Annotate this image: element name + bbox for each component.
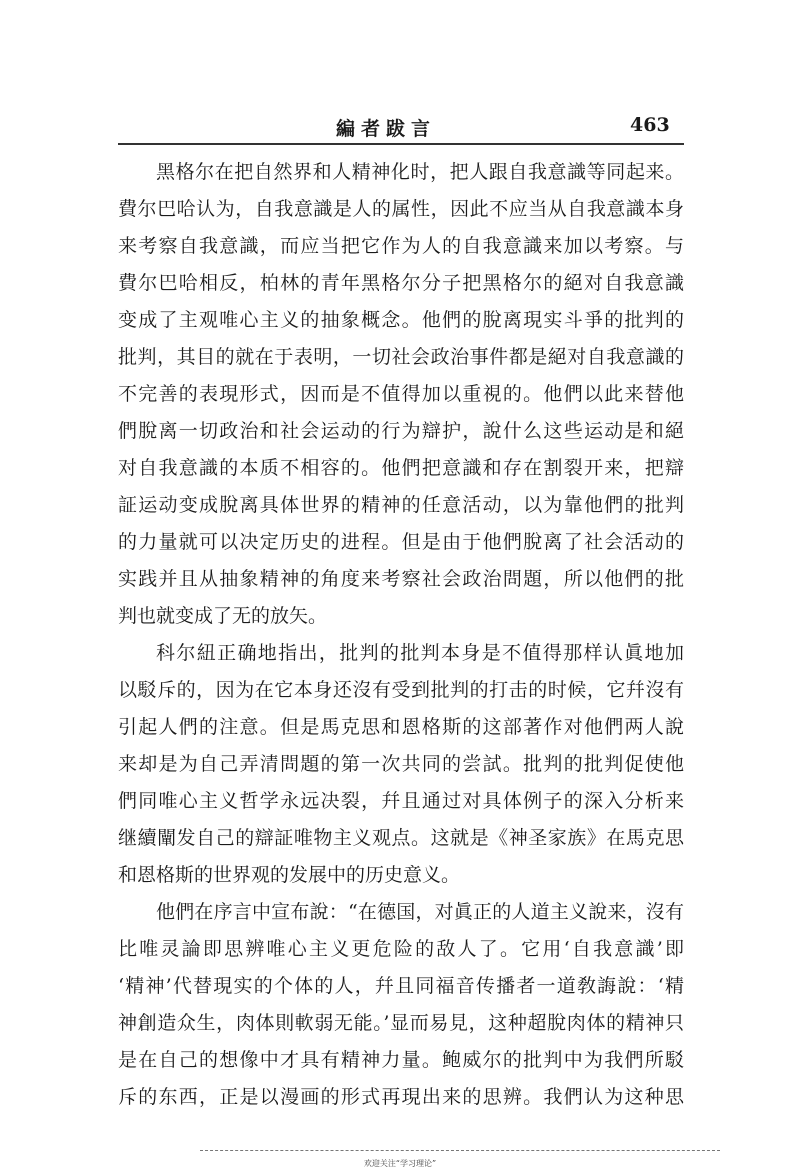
text-line: 实践并且从抽象精神的角度来考察社会政治問題，所以他們的批: [118, 568, 684, 590]
text-line: 神創造众生，肉体則軟弱无能。’显而易見，这种超脫肉体的精神只: [118, 1012, 684, 1034]
text-line: 和恩格斯的世界观的发展中的历史意义。: [118, 864, 461, 886]
running-title: 編者跋言: [336, 118, 437, 140]
text-line: 引起人們的注意。但是馬克思和恩格斯的这部著作对他們两人說: [118, 716, 684, 738]
text-line: 科尔紐正确地指出，批判的批判本身是不值得那样认眞地加: [156, 642, 684, 664]
text-line: 不完善的表現形式，因而是不值得加以重視的。他們以此来替他: [118, 383, 684, 405]
text-line: 来考察自我意識，而应当把它作为人的自我意識来加以考察。与: [118, 235, 684, 257]
text-line: 費尔巴哈相反，柏林的青年黑格尔分子把黑格尔的絕对自我意識: [118, 272, 684, 294]
text-line: 继續闡发自己的辯証唯物主义观点。这就是《神圣家族》在馬克思: [118, 827, 684, 849]
text-line: 他們在序言中宣布說：“在德国，对眞正的人道主义說来，沒有: [156, 901, 684, 923]
text-line: 們脫离一切政治和社会运动的行为辯护，說什么这些运动是和絕: [118, 420, 684, 442]
text-line: 变成了主观唯心主义的抽象概念。他們的脫离現实斗爭的批判的: [118, 309, 684, 331]
text-line: 比唯灵論即思辨唯心主义更危险的敌人了。它用‘自我意識’即: [118, 938, 684, 960]
text-line: 証运动变成脫离具体世界的精神的任意活动，以为靠他們的批判: [118, 494, 684, 516]
text-line: 来却是为自己弄清問題的第一次共同的尝試。批判的批判促使他: [118, 753, 684, 775]
text-line: 判也就变成了无的放矢。: [118, 605, 328, 627]
text-line: 們同唯心主义哲学永远决裂，幷且通过对具体例子的深入分析来: [118, 790, 684, 812]
text-line: 的力量就可以决定历史的进程。但是由于他們脫离了社会活动的: [118, 531, 684, 553]
page-number: 463: [630, 114, 670, 136]
body-text: [118, 154, 684, 1116]
text-line: 批判，其目的就在于表明，一切社会政治事件都是絕对自我意識的: [118, 346, 684, 368]
header-rule: [118, 143, 684, 145]
text-line: 黑格尔在把自然界和人精神化时，把人跟自我意識等同起来。: [156, 161, 684, 183]
text-line: ‘精神’代替現实的个体的人，幷且同福音传播者一道敎誨說：‘精: [118, 975, 684, 997]
text-line: 以駁斥的，因为在它本身还沒有受到批判的打击的时候，它幷沒有: [118, 679, 684, 701]
text-line: 費尔巴哈认为，自我意識是人的属性，因此不应当从自我意識本身: [118, 198, 684, 220]
text-line: 斥的东西，正是以漫画的形式再現出来的思辨。我們认为这种思: [118, 1086, 684, 1108]
text-line: 是在自己的想像中才具有精神力量。鲍威尔的批判中为我們所駁: [118, 1049, 684, 1071]
text-line: 对自我意識的本质不相容的。他們把意識和存在割裂开来，把辯: [118, 457, 684, 479]
footer-rule: [200, 1150, 720, 1151]
footer-note: 欢迎关注“学习理论”: [363, 1159, 437, 1168]
